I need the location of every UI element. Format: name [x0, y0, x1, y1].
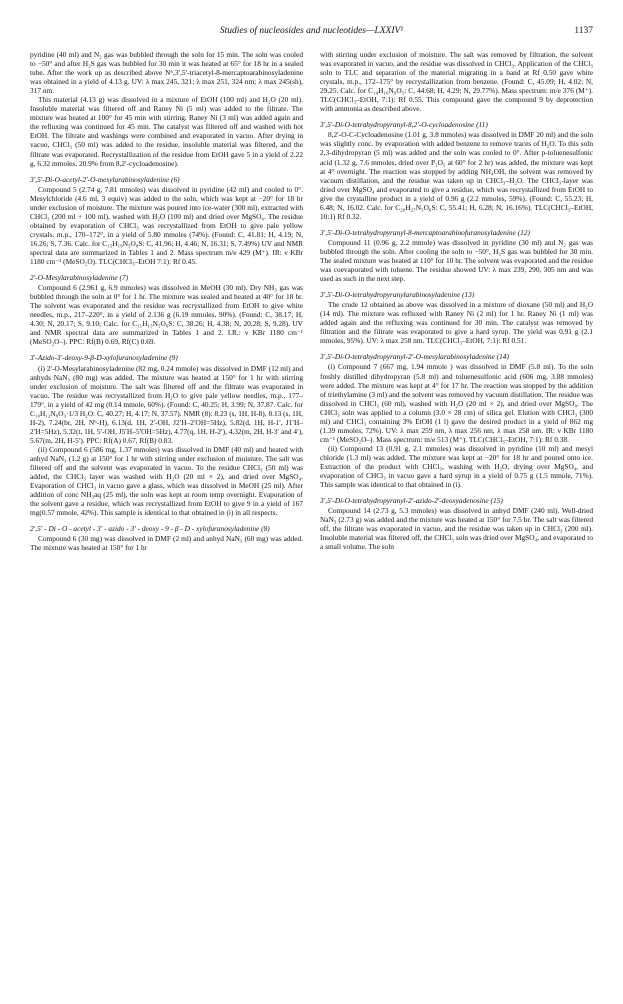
section-heading: 2′-O-Mesylarabinosyladenine (7) [30, 273, 129, 283]
paragraph: Compound 14 (2.73 g, 5.3 mmoles) was dissolved in anhyd DMF (240 ml). Well-dried NaN₃ (2.73 g) was added and the mixture was heated at 150° for 7.5 hr. The salt was filtered off, the filtrate was evaporated in vacuo, and the residue was taken up in CHCl₃ (200 ml). Insoluble material was filtered off, the CHCl₃ soln was dried over MgSO₄, and evaporated to a small volume. The soln [320, 506, 593, 552]
two-column-body [30, 50, 593, 552]
section-heading: 2′,5′ - Di - O - acetyl - 3′ - azido - 3′ - deoxy - 9 - β - D - xylofuranosyladenine (8) [30, 524, 270, 534]
page-number: 1137 [574, 26, 593, 36]
paragraph: Compound 6 (30 mg) was dissolved in DMF (2 ml) and anhyd NaN₃ (60 mg) was added. The mixture was heated at 150° for 1 hr [30, 534, 303, 553]
paragraph: 8,2′-O-C-Cycloadenosine (1.01 g, 3.8 mmoles) was dissolved in DMF 20 ml) and the soln was slightly conc. by evaporation with added benzene to remove traces of H₂O. To this soln 2,3-dihydropyran (5 ml) was added and the soln was cooled to 0°. After p-toluenesulfonic acid (1.32 g, 7.6 mmoles, dried over P₂O₅ at 60° for 2 hr) was added, the mixture was kept at 4° overnight. The reaction was stopped by adding NH₄OH, the solvent was removed by vacuum distillation, and the residue was taken up in CHCl₃–H₂O. The CHCl₃-layer was dried over MgSO₄ and evaporated to give a residue, which was recrystallized from EtOH to give the crystalline product in a yield of 0.96 g (2.2 mmoles, 59%). (Found: C, 55.23; H, 6.48; N, 16.02. Calc. for C₂₀H₂₇N₅O₆S: C, 55.41; H, 6.28; N, 16.16%). TLC(CHCl₃–EtOH, 10:1) Rf 0.32. [320, 130, 593, 221]
section-heading: 3′-Azido-3′-deoxy-9-β-D-xylofuranosyladenine (9) [30, 353, 178, 363]
paragraph: pyridine (40 ml) and N₂ gas was bubbled through the soln for 15 min. The soln was cooled to −50° and after H₂S gas was bubbled for 30 min it was heated at 65° for 18 hr in a sealed tube. After the work up as described above N⁶,3′,5′-triacetyl-8-mercaptoarabinosyladenine was obtained in a yield of 4.13 g. UV: λ max 245, 321; λ max 251, 324 nm; λ max 245(sh), 317 nm. [30, 50, 303, 96]
section-heading: 3′,5′-Di-O-tetrahydropyranyl-2′-azido-2′-deoxyadenosine (15) [320, 496, 503, 506]
paragraph: (i) Compound 7 (667 mg, 1.94 mmole ) was dissolved in DMF (5.8 ml). To the soln freshly distilled dihydropyran (5.8 ml) and toluenesulfonic acid (606 mg, 3.88 mmoles) were added. The mixture was kept at 4° for 17 hr. The reaction was stopped by the addition of triethylamine (3 ml) and the solvent was removed by vacuum distillation. The residue was dissolved in CHCl₃ (60 ml), washed with H₂O (20 ml × 2), and dried over MgSO₄. The CHCl₃ soln was applied to a column (3.0 × 28 cm) of silica gel. Elution with CHCl₃ (300 ml) and CHCl₃ containing 3% EtOH (1 l) gave the desired product in a yield of 862 mg (1.39 mmoles, 72%). UV: λ max 259 nm, λ max 256 nm, λ max 258 nm. IR: ν KBr 1180 cm⁻¹ (MeSO₂O–). Mass spectrum: m/e 513 (M⁺). TLC(CHCl₃–EtOH, 7:1): Rf 0.38. [320, 362, 593, 444]
paragraph: (ii) Compound 6 (586 mg, 1.37 mmoles) was dissolved in DMF (40 ml) and heated with anhyd NaN₃ (1.2 g) at 150° for 1 hr with stirring under exclusion of moisture. The salt was filtered off and the solvent was evaporated in vacuo. To the residue CHCl₃ (50 ml) was added, the CHCl₃ layer was washed with H₂O (20 ml × 2), and dried over MgSO₄. Evaporation of CHCl₃ in vacuo gave a glass, which was dissolved in MeOH (25 ml). After addition of conc NH₃aq (25 ml), the soln was kept at room temp overnight. Evaporation of the solvent gave a residue, which was recrystallized from EtOH to give 9 in a yield of 167 mg(0.57 mmole, 42%). This sample is identical to that obtained in (i) in all respects. [30, 444, 303, 518]
section-heading: 3′,5′-Di-O-tetrahydropyranylarabinosyladenine (13) [320, 290, 475, 300]
paragraph: with stirring under exclusion of moisture. The salt was removed by filtration, the solvent was evaporated in vacuo, and the residue was dissolved in CHCl₃. Application of the CHCl₃ soln to TLC and separation of the material migrating in a band at Rf 0.50 gave white crystals, m.p., 172–175° by recrystallization from benzene. (Found: C, 45.09; H, 4.02; N, 29.25. Calc. for C₁₄H₁₆N₈O₅: C, 44.68; H, 4.29; N, 29.77%). Mass spectrum: m/e 376 (M⁺). TLC(CHCl₃–EtOH, 7:1): Rf 0.55. This compound gave the compound 9 by deprotection with ammonia as described above. [320, 50, 593, 114]
paragraph: (i) 2′-O-Mesylarabinosyladenine (82 mg, 0.24 mmole) was dissolved in DMF (12 ml) and anhyds NaN₃ (80 mg) was added. The mixture was heated at 150° for 1 hr with stirring under exclusion of moisture. The salt was filtered off and the filtrate was evaporated in vacuo. The residue was recrystallized from H₂O to give pale yellow needles, m.p., 177–179°, in a yield of 42 mg (0.14 mmole, 60%). (Found: C, 40.25; H, 3.99; N, 37.87. Calc. for C₁₀H₁₂N₈O₃·1/3 H₂O: C, 40.27; H, 4.17; N, 37.57). NMR (8): 8.23 (s, 1H, H-8), 8.13 (s, 1H, H-2), 7.24(br, 2H, N⁶-H), 6.13(d, 1H, 2′-OH, J2′H–2′OH=5Hz), 5.82(d, 1H, H-1′, J1′H–2′H=5Hz), 5.32(t, 1H, 5′-OH, J5′H–5′OH=5Hz), 4.77(q, 1H, H-2′), 4.32(m, 2H, H-3′ and 4′), 5.67(m, 2H, H-5′). PPC: Rf(A) 0.67, Rf(B) 0.83. [30, 363, 303, 445]
paragraph: The crude 12 obtained as above was dissolved in a mixture of dioxane (50 ml) and H₂O (14 ml). The mixture was refluxed with Raney Ni (2 ml) for 1 hr. Raney Ni (1 ml) was added again and the refluxing was continued for 30 min. The catalyst was removed by filtration and the filtrate was evaporated to give a hard syrup. The yield was 0.91 g (2.1 mmoles, 95%). UV: λ max 258 nm. TLC(CHCl₃–EtOH, 7:1): Rf 0.51. [320, 300, 593, 346]
paragraph: Compound 11 (0.96 g, 2.2 mmole) was dissolved in pyridine (30 ml) and N₂ gas was bubbled through the soln. After cooling the soln to −50°, H₂S gas was bubbled for 30 min. The sealed mixture was heated at 110° for 10 hr. The solvent was evaporated and the residue was coevaporated with toluene. The residue showed UV: λ max 239, 290, 305 nm and was used as such in the next step. [320, 237, 593, 284]
paragraph: Compound 6 (2.961 g, 6.9 mmoles) was dissolved in MeOH (30 ml). Dry NH₃ gas was bubbled through the soln at 0° for 1 hr. The mixture was sealed and heated at 40° for 18 hr. The solvent was evaporated and the residue was recrystallized from EtOH to give white needles, m.p., 217–220°, in a yield of 2.136 g (6.19 mmoles, 90%). (Found: C, 38.17; H, 4.30; N, 20.17; S, 9.10; Calc. for C₁₁H₁₅N₅O₆S: C, 38.26; H, 4.38; N, 20.28; S, 9.28). UV and NMR spectral data are summarized in Tables 1 and 2. I.R.: ν KBr 1180 cm⁻¹ (MeSO₂O–). PPC: Rf(B) 0.69, Rf(C) 0.69. [30, 283, 303, 347]
left-column [30, 50, 303, 552]
running-title: Studies of nucleosides and nucleotides—LXXIV¹ [219, 26, 404, 36]
right-column [320, 50, 593, 552]
section-heading: 3′,5′-Di-O-tetrahydropyranyl-8,2′-O-cycloadenosine (11) [320, 120, 488, 130]
paragraph: (ii) Compound 13 (0.91 g, 2.1 mmoles) was dissolved in pyridine (10 ml) and mesyl chloride (1.3 ml) was added. The mixture was kept at −20° for 18 hr and poured onto ice. Extraction of the product with CHCl₃, washing with H₂O, drying over MgSO₄, and evaporation of CHCl₃ in vacuo gave a hard syrup in a yield of 0.75 g (1.5 mmole, 71%). This sample was identical to that obtained in (i). [320, 443, 593, 490]
paragraph: This material (4.13 g) was dissolved in a mixture of EtOH (100 ml) and H₂O (20 ml). Insoluble material was filtered off and Raney Ni (5 ml) was added to the filtrate. The mixture was heated at 100° for 45 min with stirring. Raney Ni (3 ml) was added again and the refluxing was continued for 45 min. The catalyst was filtered off and washed with hot EtOH. The filtrate and washings were combined and evaporated in vacuo. After drying in vacuo, CHCl₃ (50 ml) was added to the residue, insoluble material was filtered, and the filtrate was evaporated. Recrystallization of the residue from EtOH gave 5 in a yield of 2.22 g, 6.32 mmoles, 20.9% from 8,2′-cycloadenosine). [30, 95, 303, 168]
section-heading: 3′,5′-Di-O-acetyl-2′-O-mesylarabinosyladenine (6) [30, 174, 180, 184]
paragraph: Compound 5 (2.74 g, 7.81 mmoles) was dissolved in pyridine (42 ml) and cooled to 0°. Mesylchloride (4.6 ml, 3 equiv) was added to the soln, which was kept at −20° for 18 hr under exclusion of moisture. The mixture was poured into ice-water (300 ml), extracted with CHCl₃ (200 ml + 100 ml), washed with H₂O (100 ml) and dried over MgSO₄. The residue obtained by evaporation of CHCl₃ was recrystallized from EtOH to give pale yellow crystals, m.p., 170–172°, in a yield of 5.80 mmoles (74%). (Found: C, 41.81; H, 4.19; N, 16.26; S, 7.36. Calc. for C₁₅H₁₉N₅O₈S: C, 41.96; H, 4.46; N, 16.31; S, 7.49%) UV and NMR spectral data are summarized in Tables 1 and 2. Mass spectrum m/e 429 (M⁺). IR: ν KBr 1180 cm⁻¹ (MeSO₂O). TLC(CHCl₃–EtOH 7:1): Rf 0.45. [30, 184, 303, 267]
section-heading: 3′,5′-Di-O-tetrahydropyranyl-2′-O-mesylarabinosyladenine (14) [320, 352, 509, 362]
section-heading: 3′,5′-Di-O-tetrahydropyranyl-8-mercaptoarabinofuranosyladenine (12) [320, 227, 530, 237]
running-header [30, 26, 593, 42]
